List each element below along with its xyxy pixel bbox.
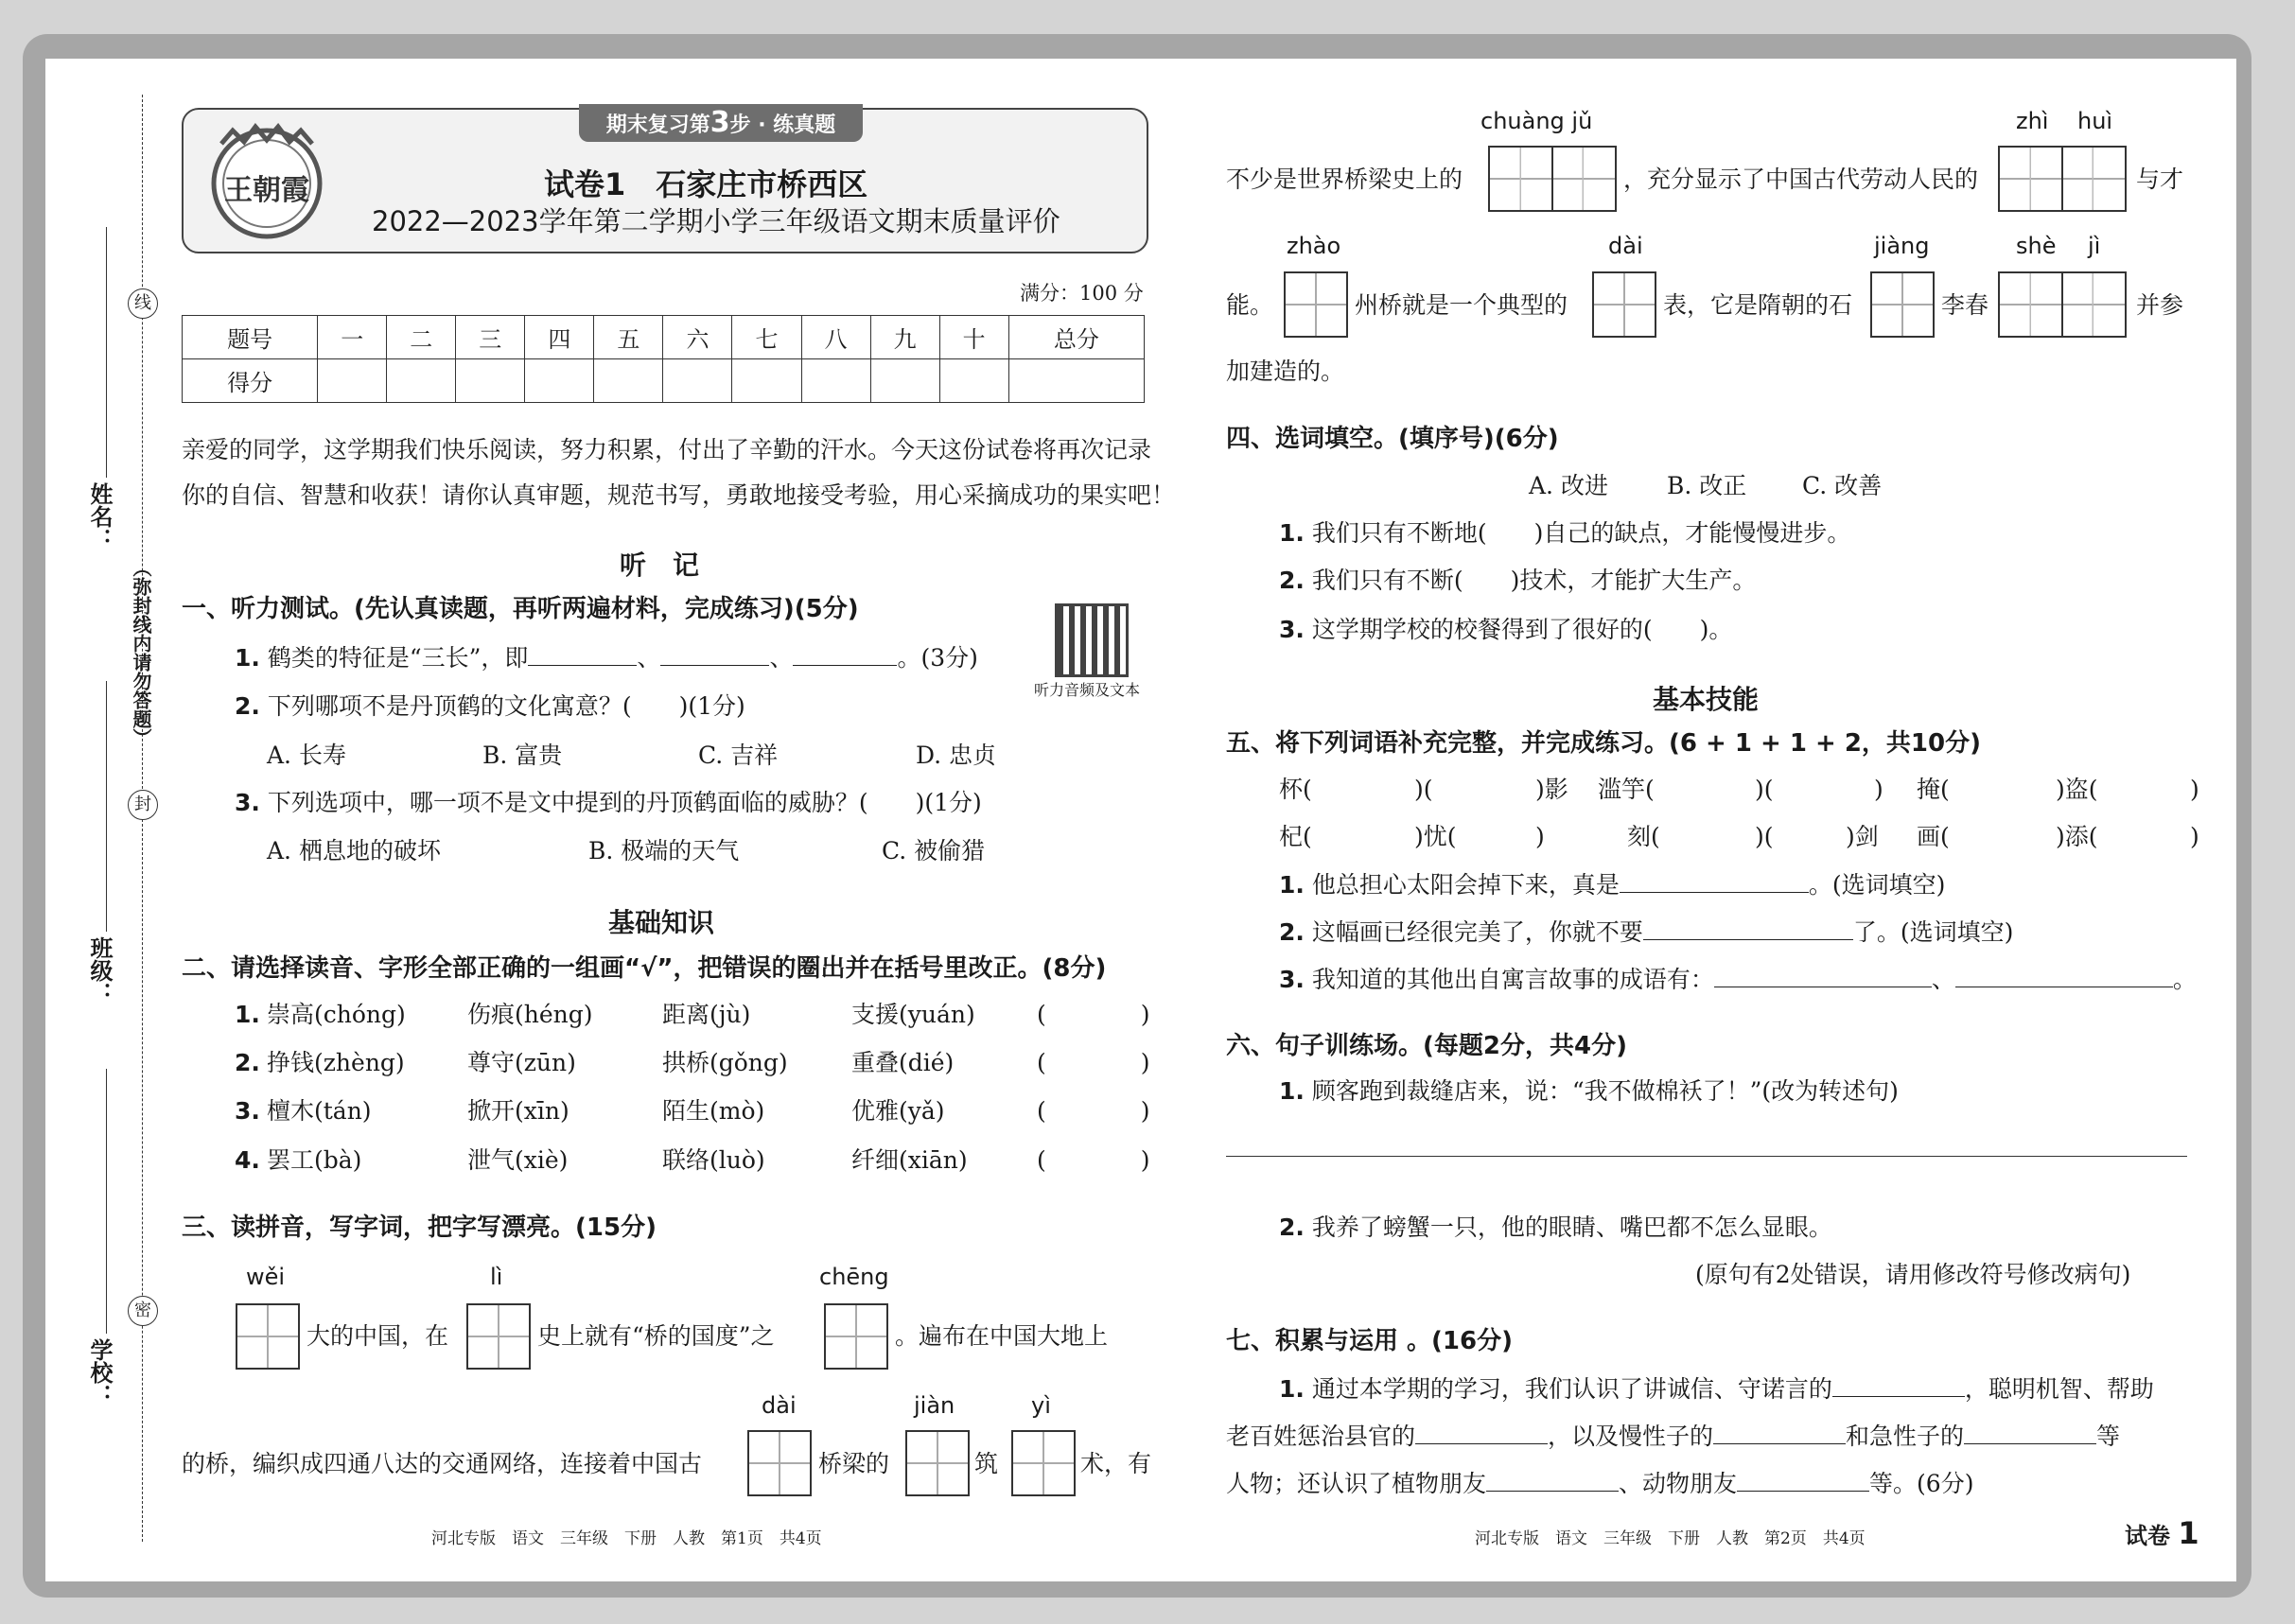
seal-char-2: 封 [128,790,158,820]
q4-opt-a: A. 改进 [1529,472,1608,499]
q4-title: 四、选词填空。(填序号)(6分) [1226,425,1559,453]
q6-item-2: 2. 我养了螃蟹一只，他的眼睛、嘴巴都不怎么显眼。 [1279,1214,1832,1241]
name-field[interactable] [106,227,107,478]
score-table: 题号 一 二 三 四 五 六 七 八 九 十 总分 得分 [182,315,1145,403]
pinyin-jian: jiàn [914,1392,955,1419]
q3-text-k: 能。 [1226,291,1274,319]
pinyin-li: lì [490,1264,503,1290]
seal-char-3: 密 [128,1296,158,1326]
char-box-cheng[interactable] [824,1303,888,1370]
q1-item-3: 3. 下列选项中，哪一项不是文中提到的丹顶鹤面临的威胁？( )(1分) [235,789,982,816]
pinyin-hui: huì [2077,108,2113,134]
q6-answer-line[interactable] [1226,1156,2187,1157]
q3-text-n: 李春 [1941,291,1989,319]
paper-mark: 试卷 1 [2125,1515,2199,1551]
q3-title: 三、读拼音，写字词，把字写漂亮。(15分) [182,1214,657,1242]
q3-text-i: ，充分显示了中国古代劳动人民的 [1623,166,1979,193]
q1-item-3-opt-c[interactable]: C. 被偷猎 [882,837,986,864]
skills-heading: 基本技能 [1653,684,1760,715]
footer-right: 河北专版 语文 三年级 下册 人教 第2页 共4页 [1475,1529,1866,1548]
q6-title: 六、句子训练场。(每题2分，共4分) [1226,1032,1627,1060]
seal-char-1: 线 [128,288,158,319]
school-label: 学校： [86,1338,113,1406]
q3-text-a: 大的中国，在 [307,1322,449,1350]
q7-title: 七、积累与运用 。(16分) [1226,1327,1513,1355]
pinyin-dai-2: dài [1608,233,1643,259]
q1-item-1: 1. 鹤类的特征是“三长”，即 、 、 。(3分) [235,640,978,675]
q5-item-1: 1. 他总担心太阳会掉下来，真是 。(选词填空) [1279,867,1945,902]
q6-item-2-note: (原句有2处错误，请用修改符号修改病句) [1695,1261,2131,1288]
char-box-sheji[interactable] [1998,271,2127,338]
binding-notice: （弥封线内请勿答题） [130,558,152,747]
series-banner: 期末复习第3步 · 练真题 [579,104,863,142]
paper-title: 试卷1 石家庄市桥西区 [544,166,868,202]
q3-text-l: 州桥就是一个典型的 [1355,291,1568,319]
listening-heading: 听 记 [620,550,700,581]
q3-text-o: 并参 [2136,291,2184,319]
q4-item-3[interactable]: 3. 这学期学校的校餐得到了很好的( )。 [1279,616,1733,643]
q1-item-3-opt-a[interactable]: A. 栖息地的破坏 [267,837,441,864]
footer-left: 河北专版 语文 三年级 下册 人教 第1页 共4页 [431,1529,822,1548]
name-label: 姓名： [86,482,113,550]
q3-text-c: 。遍布在中国大地上 [895,1322,1109,1350]
q3-text-m: 表，它是隋朝的石 [1663,291,1853,319]
q1-title: 一、听力测试。(先认真读题，再听两遍材料，完成练习)(5分) [182,595,859,623]
qr-code[interactable] [1055,603,1129,677]
intro-line-2: 你的自信、智慧和收获！请你认真审题，规范书写，勇敢地接受考验，用心采摘成功的果实吧！ [182,481,1176,509]
q3-text-b: 史上就有“桥的国度”之 [537,1322,775,1350]
char-box-li[interactable] [466,1303,531,1370]
pinyin-jiang: jiàng [1874,233,1930,259]
basics-heading: 基础知识 [608,907,715,938]
char-box-zhihui[interactable] [1998,146,2127,212]
q5-item-2: 2. 这幅画已经很完美了，你就不要 了。(选词填空) [1279,915,2013,950]
logo: 王朝霞 [201,117,333,240]
q7-line-2: 老百姓惩治县官的 ，以及慢性子的 和急性子的 等 [1226,1419,2120,1454]
full-marks: 满分：100 分 [1020,282,1144,305]
q3-text-g: 术，有 [1080,1450,1152,1477]
q4-opt-c: C. 改善 [1802,472,1883,499]
q1-item-3-opt-b[interactable]: B. 极端的天气 [588,837,740,864]
q1-item-2-opt-b[interactable]: B. 富贵 [482,742,563,769]
q4-opt-b: B. 改正 [1667,472,1747,499]
pinyin-ji: jì [2088,233,2101,259]
pinyin-she: shè [2016,233,2057,259]
q5-title: 五、将下列词语补充完整，并完成练习。(6 + 1 + 1 + 2，共10分) [1226,729,1981,758]
class-field[interactable] [106,681,107,932]
pinyin-yi: yì [1031,1392,1051,1419]
pinyin-zhi: zhì [2016,108,2049,134]
q1-item-2-opt-c[interactable]: C. 吉祥 [698,742,779,769]
q3-text-d: 的桥，编织成四通八达的交通网络，连接着中国古 [182,1450,703,1477]
q3-text-e: 桥梁的 [818,1450,890,1477]
pinyin-dai-1: dài [762,1392,797,1419]
char-box-yi[interactable] [1011,1430,1076,1496]
q7-line-3: 人物；还认识了植物朋友 、动物朋友 等。(6分) [1226,1466,1973,1501]
paper-subtitle: 2022—2023学年第二学期小学三年级语文期末质量评价 [372,205,1060,237]
pinyin-chuangju: chuàng jǔ [1480,108,1593,134]
q1-item-2: 2. 下列哪项不是丹顶鹤的文化寓意？( )(1分) [235,692,745,720]
pinyin-zhao: zhào [1287,233,1341,259]
char-box-chuangju[interactable] [1488,146,1617,212]
q3-text-h: 不少是世界桥梁史上的 [1226,166,1463,193]
school-field[interactable] [106,1069,107,1334]
q1-item-2-opt-a[interactable]: A. 长寿 [267,742,346,769]
char-box-dai-2[interactable] [1592,271,1656,338]
char-box-jian[interactable] [905,1430,970,1496]
char-box-dai[interactable] [747,1430,812,1496]
q2-title: 二、请选择读音、字形全部正确的一组画“√”，把错误的圈出并在括号里改正。(8分) [182,954,1107,983]
q3-text-p: 加建造的。 [1226,358,1345,385]
char-box-zhao[interactable] [1284,271,1348,338]
qr-caption: 听力音频及文本 [1034,681,1141,699]
pinyin-cheng: chēng [819,1264,889,1290]
q6-item-1: 1. 顾客跑到裁缝店来，说：“我不做棉袄了！”(改为转述句) [1279,1077,1899,1105]
q7-line-1: 1. 通过本学期的学习，我们认识了讲诚信、守诺言的 ，聪明机智、帮助 [1279,1371,2154,1406]
q1-item-2-opt-d[interactable]: D. 忠贞 [916,742,997,769]
q5-item-3: 3. 我知道的其他出自寓言故事的成语有： 、 。 [1279,962,2197,997]
q4-item-2[interactable]: 2. 我们只有不断( )技术，才能扩大生产。 [1279,567,1757,594]
intro-line-1: 亲爱的同学，这学期我们快乐阅读，努力积累，付出了辛勤的汗水。今天这份试卷将再次记录 [182,436,1152,463]
q3-text-j: 与才 [2136,166,2184,193]
class-label: 班级： [86,936,113,1004]
char-box-wei[interactable] [236,1303,300,1370]
pinyin-wei: wěi [246,1264,286,1290]
char-box-jiang[interactable] [1870,271,1935,338]
q3-text-f: 筑 [974,1450,999,1477]
q4-item-1[interactable]: 1. 我们只有不断地( )自己的缺点，才能慢慢进步。 [1279,519,1851,547]
